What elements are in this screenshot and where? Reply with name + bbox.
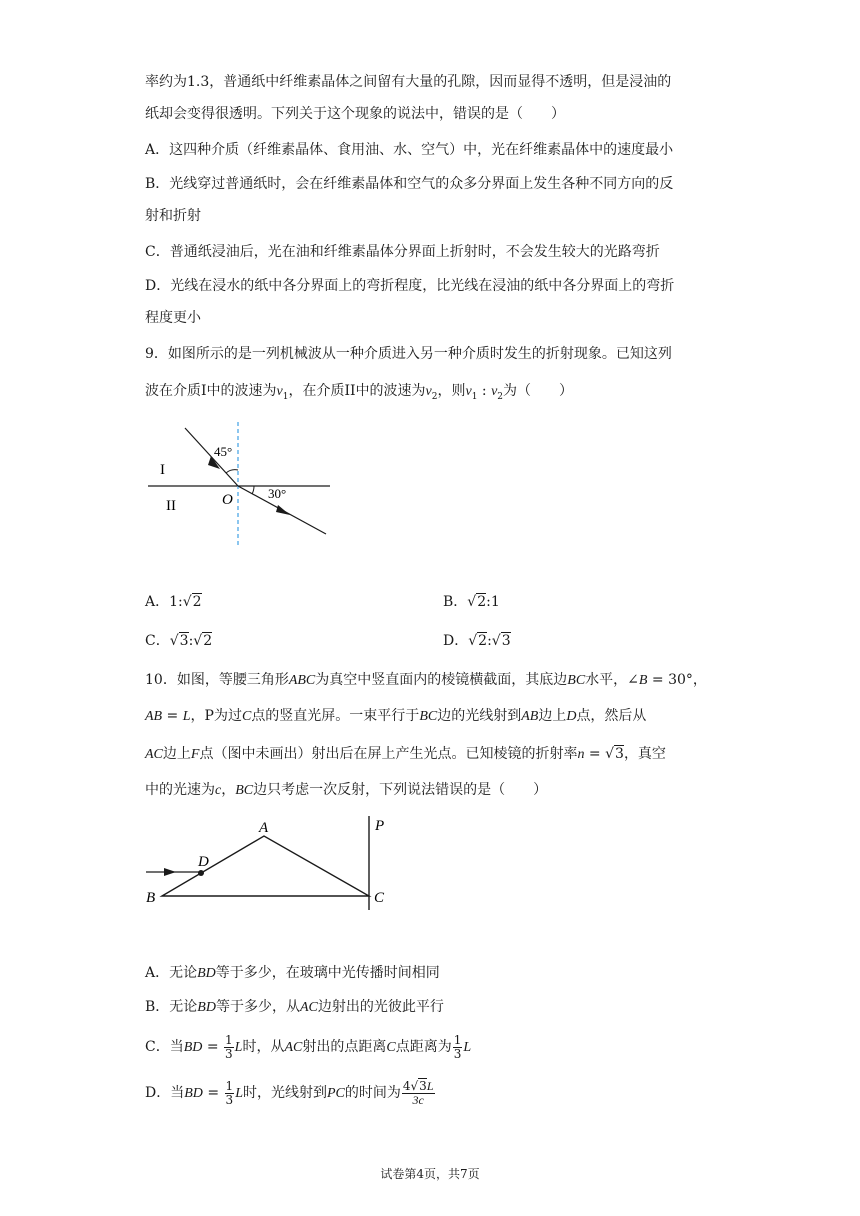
q8-option-d-line1: D．光线在浸水的纸中各分界面上的弯折程度，比光线在浸油的纸中各分界面上的弯折 bbox=[145, 278, 675, 294]
medium-2-label: II bbox=[166, 498, 176, 514]
q8-stem-line1: 率约为1.3，普通纸中纤维素晶体之间留有大量的孔隙，因而显得不透明，但是浸油的 bbox=[145, 74, 672, 90]
q8-stem-line2: 纸却会变得很透明。下列关于这个现象的说法中，错误的是（ ） bbox=[145, 106, 565, 122]
angle-45-label: 45° bbox=[214, 444, 233, 459]
q8-option-a: A．这四种介质（纤维素晶体、食用油、水、空气）中，光在纤维素晶体中的速度最小 bbox=[145, 142, 674, 158]
screen-p-label: P bbox=[375, 818, 385, 834]
q9-option-b: B．√2:1 bbox=[443, 594, 500, 610]
q10-stem-line1: 10．如图，等腰三角形ABC为真空中竖直面内的棱镜横截面，其底边BC水平，∠B = 30°， bbox=[145, 672, 707, 688]
q8-option-b-line1: B．光线穿过普通纸时，会在纤维素晶体和空气的众多分界面上发生各种不同方向的反 bbox=[145, 176, 674, 192]
fraction-one-third: $\frac{1}{3}$ bbox=[225, 1032, 233, 1061]
angle-30-label: 30° bbox=[268, 486, 287, 501]
q9-option-a: A．1:√2 bbox=[145, 594, 202, 610]
q9-stem-line1: 9．如图所示的是一列机械波从一种介质进入另一种介质时发生的折射现象。已知这列 bbox=[145, 346, 672, 362]
q9-stem-line2: 波在介质I中的波速为$v_1$，在介质II中的波速为$v_2$，则$v_1$ : $v_2$为（ ） bbox=[145, 383, 574, 402]
q10-stem-line4: 中的光速为c，BC边只考虑一次反射，下列说法错误的是（ ） bbox=[145, 782, 548, 798]
refracted-arrow bbox=[276, 505, 290, 515]
angle-arc-45 bbox=[226, 470, 238, 473]
q10-prism-figure bbox=[140, 812, 400, 912]
fraction-time-result: $\frac{4√3L}{3c}$ bbox=[402, 1078, 434, 1107]
q10-stem-line3: AC边上F点（图中未画出）射出后在屏上产生光点。已知棱镜的折射率n = √3，真空 bbox=[145, 746, 666, 762]
point-d-label: D bbox=[198, 854, 209, 870]
q8-option-b-line2: 射和折射 bbox=[145, 208, 201, 224]
q10-stem-line2: AB = L，P为过C点的竖直光屏。一束平行于BC边的光线射到AB边上D点，然后从 bbox=[145, 708, 647, 724]
point-o-label: O bbox=[222, 492, 233, 508]
vertex-c-label: C bbox=[374, 890, 385, 906]
page-footer: 试卷第4页，共7页 bbox=[380, 1167, 480, 1181]
medium-1-label: I bbox=[160, 462, 165, 478]
q8-option-c: C．普通纸浸油后，光在油和纤维素晶体分界面上折射时，不会发生较大的光路弯折 bbox=[145, 244, 660, 260]
q10-option-b: B．无论BD等于多少，从AC边射出的光彼此平行 bbox=[145, 999, 444, 1015]
q9-option-d: D．√2:√3 bbox=[443, 633, 511, 649]
fraction-one-third-result: $\frac{1}{3}$ bbox=[453, 1032, 462, 1061]
angle-arc-30 bbox=[252, 486, 254, 494]
point-d-dot bbox=[198, 870, 204, 876]
q9-option-c: C．√3:√2 bbox=[145, 633, 213, 649]
vertex-b-label: B bbox=[146, 890, 156, 906]
q10-option-c: C．当BD = $\frac{1}{3}$ L时，从AC射出的点距离C点距离为 $\frac{1}{3}$ L bbox=[145, 1032, 472, 1061]
q9-refraction-figure bbox=[140, 420, 340, 550]
incident-light-arrow bbox=[164, 868, 176, 876]
q10-option-a: A．无论BD等于多少，在玻璃中光传播时间相同 bbox=[145, 965, 440, 981]
vertex-a-label: A bbox=[259, 820, 269, 836]
q8-option-d-line2: 程度更小 bbox=[145, 310, 201, 326]
q10-option-d: D．当BD = $\frac{1}{3}$ L时，光线射到PC的时间为 $\frac{4√3L}{3c}$ bbox=[145, 1078, 434, 1107]
fraction-one-third-d: $\frac{1}{3}$ bbox=[225, 1078, 234, 1107]
prism-triangle bbox=[162, 836, 369, 896]
